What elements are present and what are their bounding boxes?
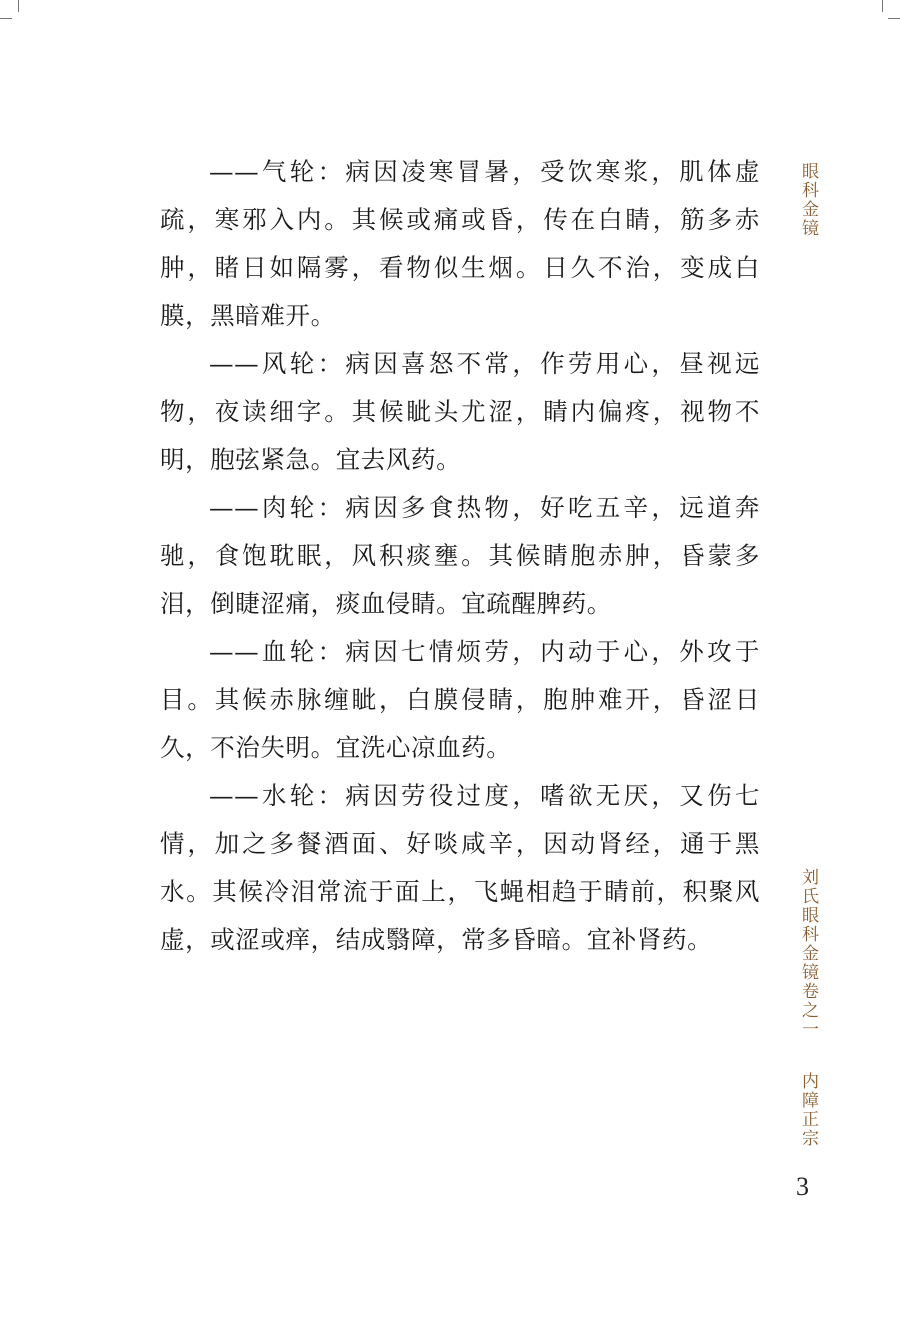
- paragraph-feng-lun: ——风轮：病因喜怒不常，作劳用心，昼视远物，夜读细字。其候眦头尤涩，睛内偏疼，视物不明，胞弦紧急。宜去风药。: [160, 349, 760, 474]
- paragraph-qi-lun: ——气轮：病因凌寒冒暑，受饮寒浆，肌体虚疏，寒邪入内。其候或痛或昏，传在白睛，筋多赤肿，睹日如隔雾，看物似生烟。日久不治，变成白膜，黑暗难开。: [160, 157, 760, 330]
- paragraph-shui-lun: ——水轮：病因劳役过度，嗜欲无厌，又伤七情，加之多餐酒面、好啖咸辛，因动肾经，通于黑水。其候冷泪常流于面上，飞蝇相趋于睛前，积聚风虚，或涩或痒，结成翳障，常多昏暗。宜补肾药。: [160, 781, 760, 954]
- crop-mark-top-right: [882, 0, 883, 12]
- crop-mark-top-right-h: [888, 18, 900, 19]
- crop-mark-top-left: [18, 0, 19, 12]
- page-number: 3: [796, 1172, 809, 1201]
- running-head-chapter-title: 刘氏眼科金镜卷之一: [798, 868, 818, 1039]
- paragraph-xue-lun: ——血轮：病因七情烦劳，内动于心，外攻于目。其候赤脉缠眦，白膜侵睛，胞肿难开，昏涩日久，不治失明。宜洗心凉血药。: [160, 637, 760, 762]
- body-text: [160, 148, 760, 964]
- paragraph-rou-lun: ——肉轮：病因多食热物，好吃五辛，远道奔驰，食饱耽眠，风积痰壅。其候睛胞赤肿，昏蒙多泪，倒睫涩痛，痰血侵睛。宜疏醒脾药。: [160, 493, 760, 618]
- running-head-section-title: 内障正宗: [798, 1072, 818, 1148]
- running-head-book-title: 眼科金镜: [798, 162, 818, 238]
- crop-mark-top-left-h: [0, 18, 12, 19]
